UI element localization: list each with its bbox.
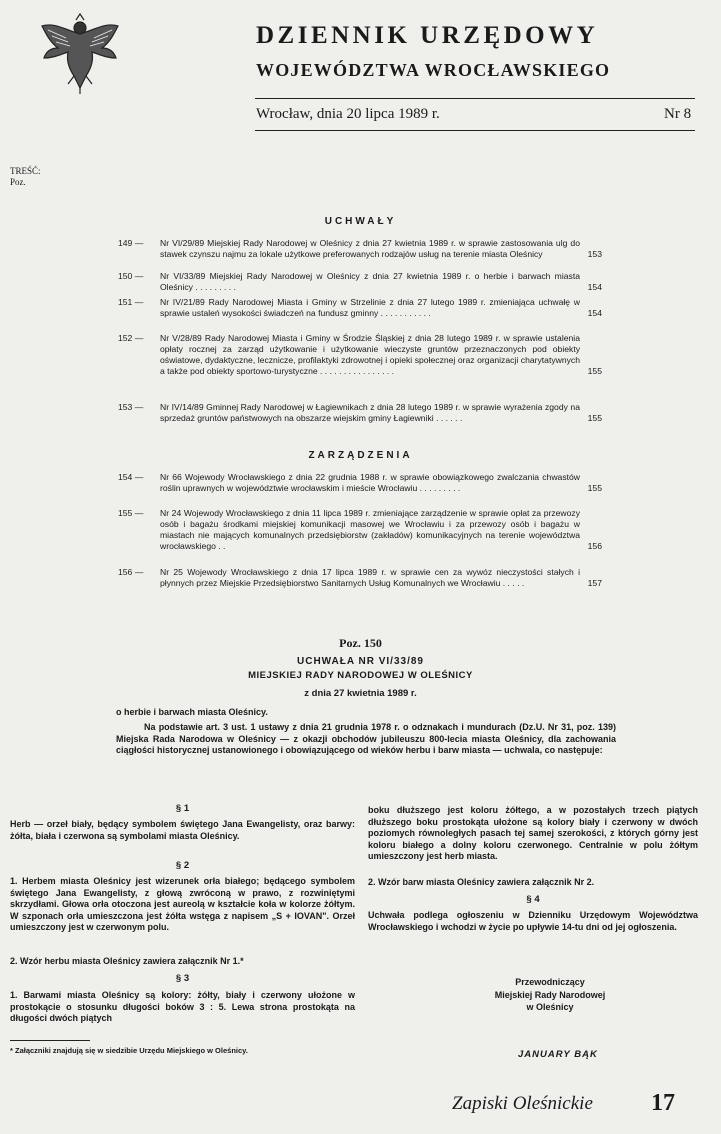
toc-entry-text: Nr VI/33/89 Miejskiej Rady Narodowej w Oleśnicy z dnia 27 kwietnia 1989 r. o herbie i barwach miasta Oleśnicy . . . . . . . . .: [160, 271, 580, 292]
toc-entry-page: 154: [587, 282, 602, 292]
masthead-rule-top: [255, 98, 695, 99]
document-date: z dnia 27 kwietnia 1989 r.: [304, 688, 417, 699]
section-heading-zarzadzenia: ZARZĄDZENIA: [308, 450, 413, 461]
footer-title: Zapiski Oleśnickie: [452, 1093, 593, 1114]
signature-line1: Przewodniczący: [515, 977, 585, 987]
toc-entry-text: Nr 25 Wojewody Wrocławskiego z dnia 17 lipca 1989 r. w sprawie cen za wywóz nieczystości stałych i płynnych przez Miejskie Przedsiębiorstwo Sanitarnych Usług Komunalnych we Wrocławiu . . . . .: [160, 567, 580, 588]
left-para2-item2: 2. Wzór herbu miasta Oleśnicy zawiera załącznik Nr 1.*: [10, 956, 244, 966]
toc-entry-number: 149 —: [118, 238, 144, 248]
toc-entry-number: 154 —: [118, 472, 144, 482]
signature-line3: w Oleśnicy: [526, 1002, 574, 1012]
left-para3-heading: § 3: [175, 973, 190, 984]
signature-line2: Miejskiej Rady Narodowej: [494, 989, 606, 1000]
toc-entry-text: Nr 66 Wojewody Wrocławskiego z dnia 22 grudnia 1988 r. w sprawie obowiązkowego zwalczania chwastów roślin uprawnych w województwie wrocławskim i mieście Wrocławiu . . . . . . . . .: [160, 472, 580, 493]
toc-entry-text: Nr IV/21/89 Rady Narodowej Miasta i Gminy w Strzelinie z dnia 27 lutego 1989 r. zmieniająca uchwałę w sprawie ustaleń wysokości świadczeń na fundusz gminny . . . . . . . . . . .: [160, 297, 580, 318]
toc-entry-page: 156: [587, 541, 602, 551]
toc-entry-number: 153 —: [118, 402, 144, 412]
right-para4-heading: § 4: [526, 894, 540, 905]
toc-entry-number: 155 —: [118, 508, 144, 518]
left-para1-heading: § 1: [175, 803, 190, 814]
document-title-line2: MIEJSKIEJ RADY NARODOWEJ W OLEŚNICY: [248, 670, 473, 681]
document-title-line1: UCHWAŁA NR VI/33/89: [297, 656, 424, 667]
left-para2-heading: § 2: [175, 860, 190, 871]
toc-entry-number: 152 —: [118, 333, 144, 343]
right-para4-text: Uchwała podlega ogłoszeniu w Dzienniku Urzędowym Województwa Wrocławskiego i wchodzi w życie po upływie 14-tu dni od jej ogłoszenia.: [368, 910, 698, 932]
left-para3-item1: 1. Barwami miasta Oleśnicy są kolory: żółty, biały i czerwony ułożone w prostokącie o stosunku długości boków 3 : 5. Lewa strona prostokąta na długości dwóch piątych: [10, 990, 355, 1023]
document-preamble: Na podstawie art. 3 ust. 1 ustawy z dnia 21 grudnia 1978 r. o odznakach i mundurach (Dz.U. Nr 31, poz. 139) Miejska Rada Narodowa w Oleśnicy — z okazji obchodów jubileuszu 800-lecia miasta Oleśnicy, dla zachowania ciągłości historycznej ustanowionego i obowiązującego od wieków herbu i barw miasta — uchwala, co następuje:: [116, 722, 616, 755]
polish-eagle-emblem-icon: [36, 8, 124, 96]
poz-number: Poz. 150: [339, 636, 382, 650]
toc-entry-page: 154: [587, 308, 602, 318]
signature-block: [450, 976, 650, 1014]
dateline: Wrocław, dnia 20 lipca 1989 r.: [256, 106, 440, 122]
toc-entry-number: 151 —: [118, 297, 144, 307]
toc-entry-text: Nr VI/29/89 Miejskiej Rady Narodowej w Oleśnicy z dnia 27 kwietnia 1989 r. w sprawie zastosowania ulg do stawek czynszu najmu za lokale użytkowe preferowanych rodzajów usług na terenie miasta Oleśnicy: [160, 238, 580, 259]
toc-entry-page: 155: [587, 413, 602, 423]
section-heading-uchwaly: UCHWAŁY: [324, 216, 397, 227]
toc-entry-text: Nr V/28/89 Rady Narodowej Miasta i Gminy w Środzie Śląskiej z dnia 28 lutego 1989 r. w sprawie ustalenia opłaty rocznej za zarząd użytkowanie i użytkowanie wieczyste gruntów przeznaczonych pod obiekty oświatowe, dydaktyczne, lecznicze, profilaktyki zdrowotnej i opieki społecznej oraz organizacji charytatywnych a także pod obiekty sportowo-turystyczne . . . . . . . . . . . . . . . .: [160, 333, 580, 376]
toc-entry-text: Nr IV/14/89 Gminnej Rady Narodowej w Łagiewnikach z dnia 28 lutego 1989 r. w sprawie wyrażenia zgody na sprzedaż gruntów państwowych na obszarze wiejskim gminy Łagiewniki . . . . . .: [160, 402, 580, 423]
footnote-rule: [10, 1040, 90, 1041]
toc-entry-page: 157: [587, 578, 602, 588]
toc-entry-page: 155: [587, 483, 602, 493]
masthead-rule-bottom: [255, 130, 695, 131]
contents-sublabel: Poz.: [10, 177, 26, 187]
contents-label: [10, 166, 41, 188]
footer-page-number: 17: [651, 1090, 675, 1116]
document-subject: o herbie i barwach miasta Oleśnicy.: [116, 707, 268, 717]
contents-heading: TREŚĆ:: [10, 166, 41, 176]
right-para3-item2: 2. Wzór barw miasta Oleśnicy zawiera załącznik Nr 2.: [368, 877, 595, 887]
toc-entry-page: 155: [587, 366, 602, 376]
masthead-title: DZIENNIK URZĘDOWY: [256, 22, 599, 49]
signatory-name: JANUARY BĄK: [518, 1049, 598, 1060]
toc-entry-page: 153: [587, 249, 602, 259]
right-para3-continuation: boku dłuższego jest koloru żółtego, a w pozostałych trzech piątych dłuższego boku prostokąta ułożone są kolory biały i czerwony w dwóch poziomych równoległych pasach tej samej szerokości, z których górny jest koloru białego a dolny koloru czerwonego. Centralnie w polu żółtym umieszczony jest herb miasta.: [368, 805, 698, 861]
toc-entry-number: 156 —: [118, 567, 144, 577]
issue-number: Nr 8: [664, 106, 692, 122]
left-para1-text: Herb — orzeł biały, będący symbolem świętego Jana Ewangelisty, oraz barwy: żółta, biała i czerwona są symbolami miasta Oleśnicy.: [10, 819, 355, 841]
toc-entry-text: Nr 24 Wojewody Wrocławskiego z dnia 11 lipca 1989 r. zmieniające zarządzenie w sprawie opłat za przewozy osób i bagażu środkami miejskiej komunikacji masowej we Wrocławiu i za przewozy osób i bagażu w miastach nie mających komunalnych przedsiębiorstw (zakładów) komunikacyjnych na terenie województwa wrocławskiego . .: [160, 508, 580, 551]
masthead-subtitle: WOJEWÓDZTWA WROCŁAWSKIEGO: [256, 60, 611, 80]
footnote: * Załączniki znajdują się w siedzibie Urzędu Miejskiego w Oleśnicy.: [10, 1046, 248, 1055]
toc-entry-number: 150 —: [118, 271, 144, 281]
left-para2-item1: 1. Herbem miasta Oleśnicy jest wizerunek orła białego; będącego symbolem świętego Jana Ewangelisty, z głową zwróconą w prawo, z rozwiniętymi skrzydłami. Głowa orła otoczona jest aureolą w kształcie koła w kolorze żółtym. W szponach orła umieszczona jest żółta wstęga z napisem „S + IOVAN". Orzeł umieszczony jest w czerwonym polu.: [10, 876, 355, 932]
